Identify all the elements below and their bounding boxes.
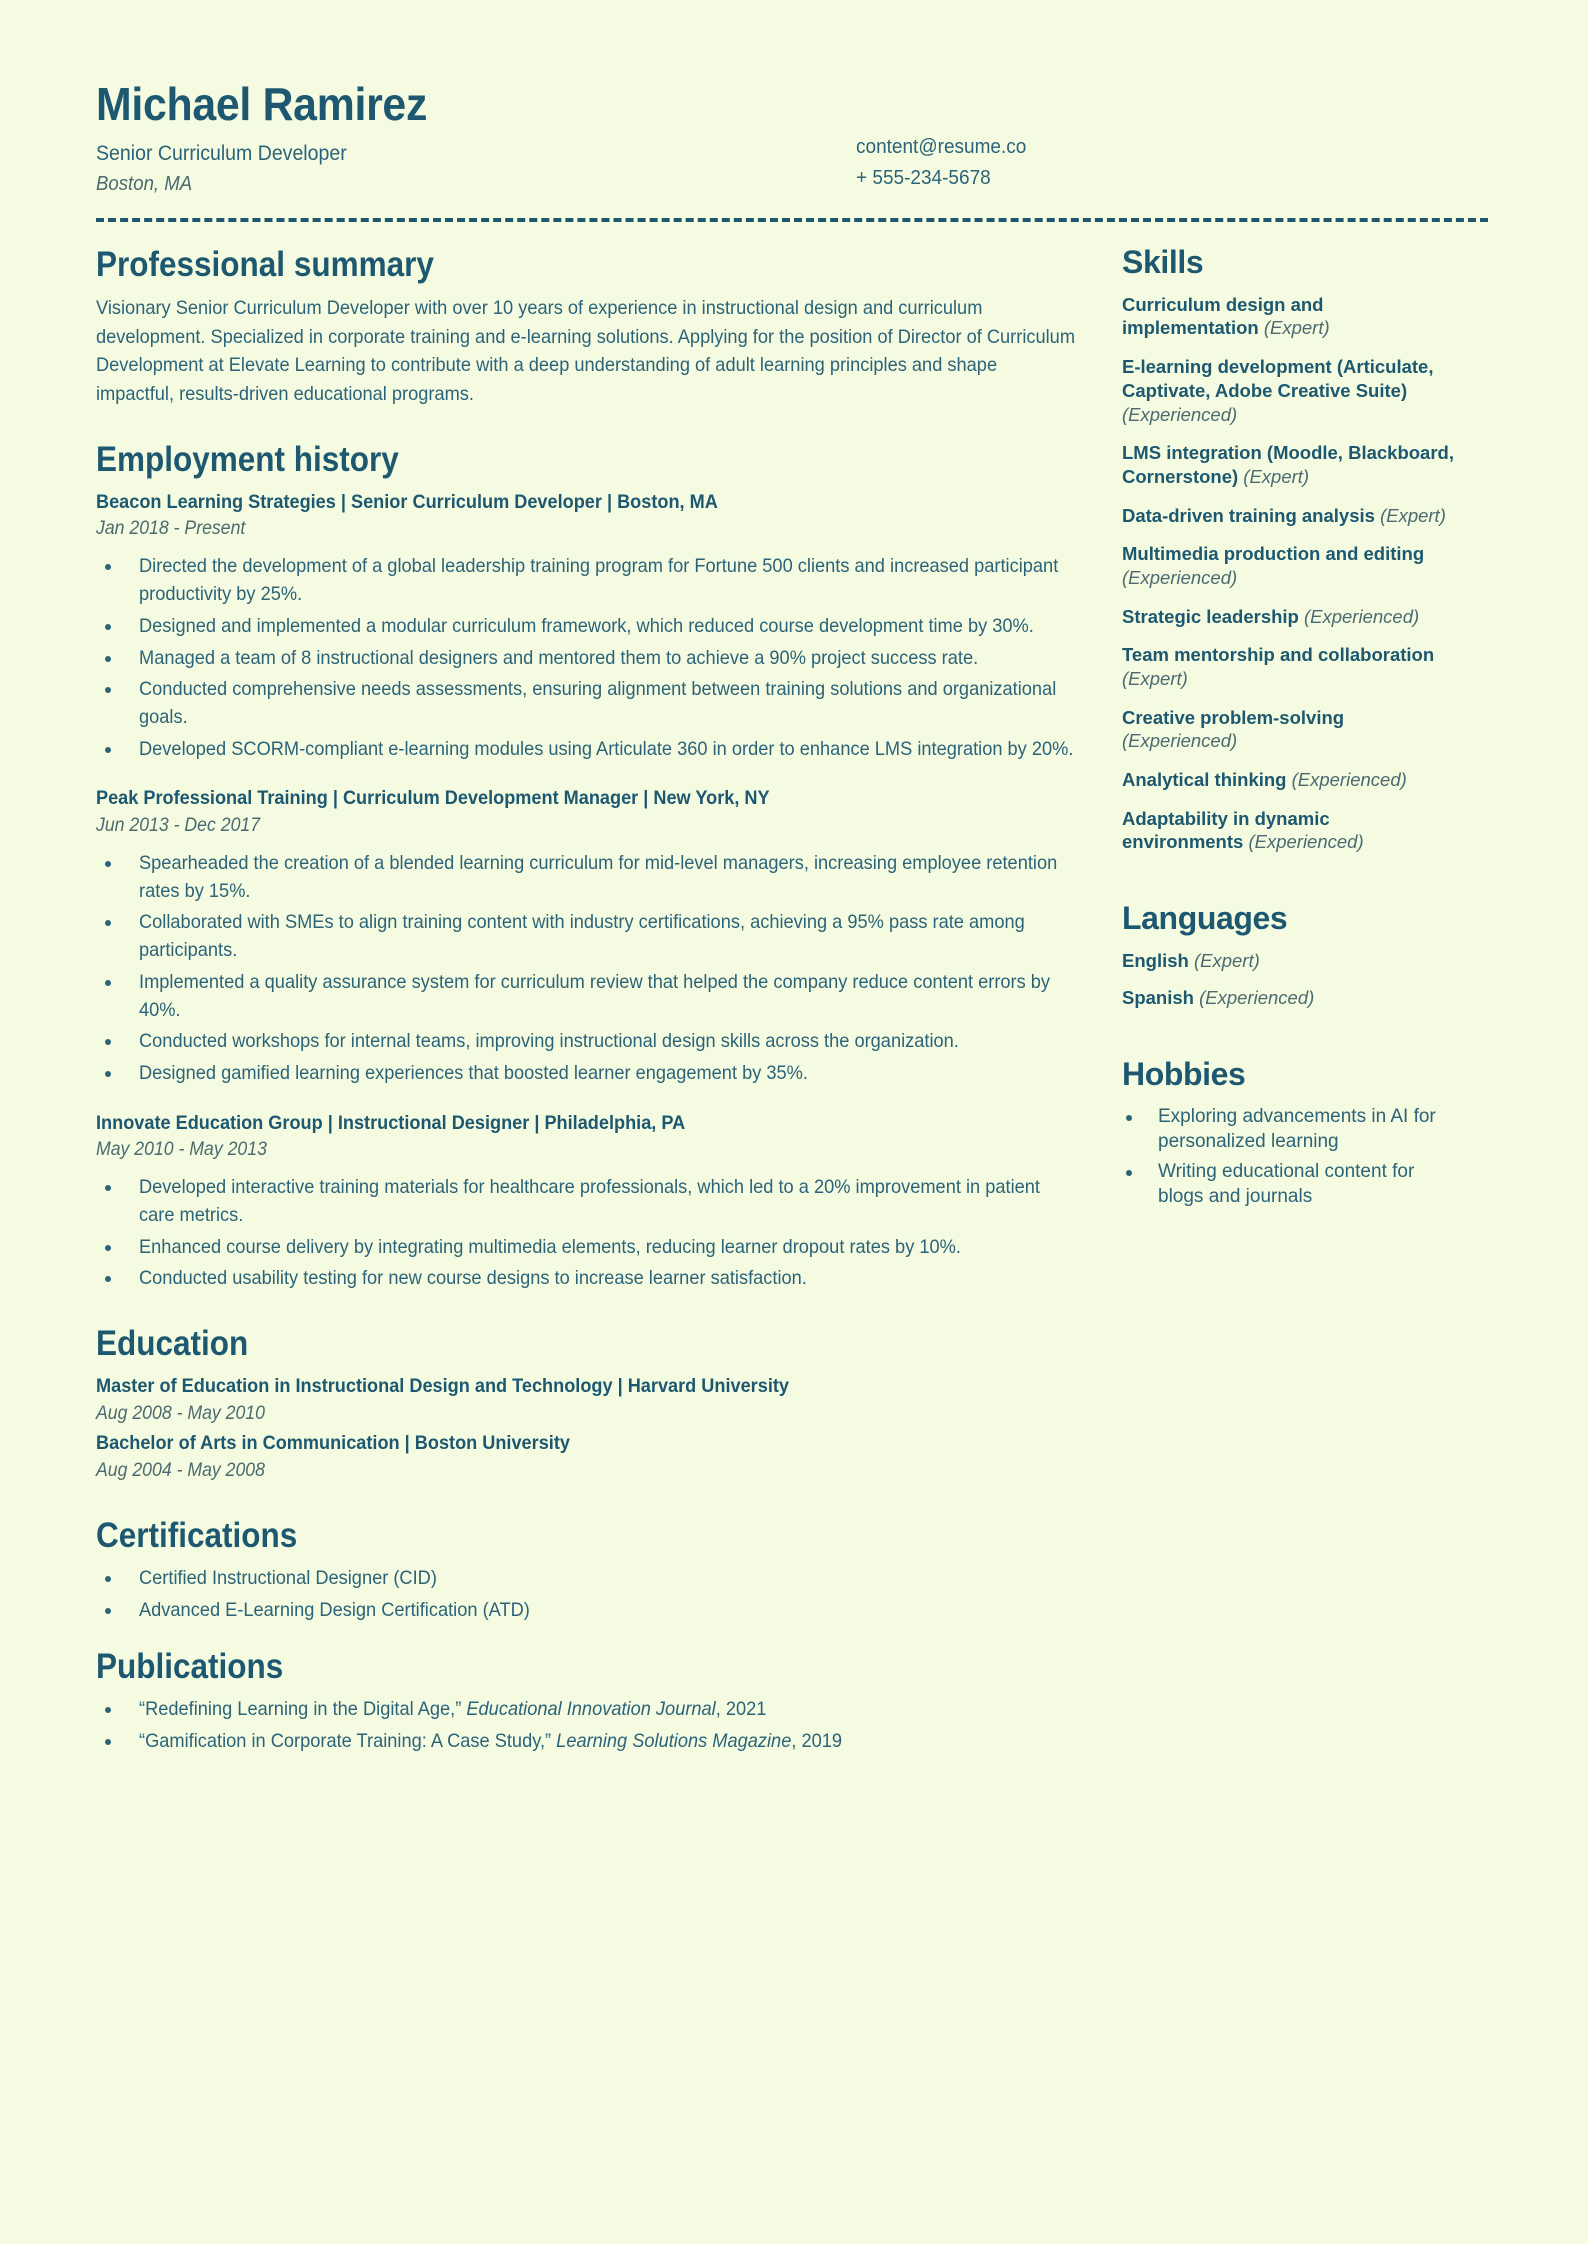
publication-venue: Learning Solutions Magazine (556, 1729, 792, 1752)
skill-level: (Expert) (1263, 317, 1330, 339)
employment-entry (96, 1110, 1076, 1294)
employment-entry-header: Innovate Education Group | Instructional Designer | Philadelphia, PA (96, 1111, 686, 1134)
publication-quoted-title: “Redefining Learning in the Digital Age,” (139, 1698, 462, 1721)
professional-summary-text: Visionary Senior Curriculum Developer with over 10 years of experience in instructional design and curriculum development. Specialized in corporate training and e-learning solutions. Applying for the position of Director of Curriculum Development at Elevate Learning to contribute with a deep understanding of adult learning principles and shape impactful, results-driven educational programs. (96, 297, 1076, 405)
bullet-text: Implemented a quality assurance system for curriculum review that helped the company reduce content errors by 40%. (139, 970, 1051, 1021)
skill-name: LMS integration (Moodle, Blackboard, Cornerstone) (1122, 442, 1454, 487)
skill-name: Strategic leadership (1122, 605, 1299, 627)
employment-entry-dates: May 2010 - May 2013 (96, 1138, 267, 1160)
education-dates: Aug 2004 - May 2008 (96, 1460, 265, 1482)
contact-phone[interactable]: + 555-234-5678 (856, 167, 991, 189)
skill-item (1122, 293, 1456, 340)
skill-level: (Expert) (1122, 667, 1188, 689)
skill-name: Curriculum design and implementation (1122, 293, 1324, 339)
education-entry (96, 1430, 1076, 1485)
language-level: (Expert) (1193, 949, 1260, 971)
section-title-certifications: Certifications (96, 1515, 298, 1555)
list-item (96, 1028, 1076, 1056)
education-dates: Aug 2008 - May 2010 (96, 1403, 265, 1425)
list-item (96, 613, 1076, 641)
certification-text: Certified Instructional Designer (CID) (139, 1566, 437, 1589)
candidate-name: Michael Ramirez (96, 78, 428, 130)
certification-text: Advanced E-Learning Design Certification (ATD) (139, 1598, 530, 1621)
employment-entry-dates: Jun 2013 - Dec 2017 (96, 814, 261, 836)
publication-quoted-title: “Gamification in Corporate Training: A Case Study,” (139, 1729, 552, 1752)
skill-name: Analytical thinking (1122, 768, 1287, 790)
employment-entry-dates: Jan 2018 - Present (96, 517, 246, 539)
skill-item (1122, 768, 1456, 792)
bullet-text: Conducted comprehensive needs assessments, ensuring alignment between training solutions and organizational goals. (139, 678, 1057, 728)
list-item (96, 1696, 1076, 1724)
skill-level: (Expert) (1380, 504, 1446, 526)
language-item (1122, 949, 1456, 973)
section-title-languages: Languages (1122, 899, 1288, 936)
education-list (96, 1373, 1076, 1485)
skill-item (1122, 605, 1456, 629)
list-item: Exploring advancements in AI for personalized learning (1122, 1105, 1456, 1154)
skill-level: (Experienced) (1122, 566, 1238, 588)
education-degree: Master of Education in Instructional Design and Technology | Harvard University (96, 1375, 789, 1398)
employment-entry-bullets (96, 1174, 1076, 1293)
list-item (96, 909, 1076, 964)
employment-entry-bullets (96, 553, 1076, 763)
list-item (96, 1060, 1076, 1088)
skill-name: Adaptability in dynamic environments (1122, 807, 1330, 853)
section-title-education: Education (96, 1324, 249, 1364)
section-title-summary: Professional summary (96, 245, 434, 285)
list-item (96, 553, 1076, 608)
education-degree: Bachelor of Arts in Communication | Boston University (96, 1431, 570, 1454)
publication-venue: Educational Innovation Journal (466, 1698, 716, 1721)
header-identity (96, 80, 856, 196)
skill-name: Data-driven training analysis (1122, 504, 1375, 526)
publication-text (139, 1728, 1076, 1756)
section-title-hobbies: Hobbies (1122, 1056, 1246, 1093)
skill-item (1122, 355, 1456, 426)
employment-entry-header: Peak Professional Training | Curriculum Development Manager | New York, NY (96, 787, 770, 810)
main-column (96, 244, 1106, 1778)
skill-level: (Experienced) (1122, 403, 1238, 425)
bullet-text: Designed and implemented a modular curriculum framework, which reduced course development time by 30%. (139, 614, 1034, 637)
employment-entry (96, 489, 1076, 764)
list-item (96, 850, 1076, 905)
skill-name: E-learning development (Articulate, Captivate, Adobe Creative Suite) (1122, 356, 1434, 401)
skill-level: (Experienced) (1303, 605, 1420, 627)
list-item (96, 1265, 1076, 1293)
publication-year: , 2019 (791, 1729, 843, 1752)
language-item (1122, 986, 1456, 1010)
skill-level: (Expert) (1243, 465, 1310, 487)
candidate-job-title: Senior Curriculum Developer (96, 141, 347, 165)
list-item (96, 645, 1076, 673)
list-item (96, 1234, 1076, 1262)
candidate-location: Boston, MA (96, 173, 193, 196)
language-name: English (1122, 949, 1189, 971)
section-title-skills: Skills (1122, 244, 1204, 281)
languages-list (1122, 949, 1456, 1010)
publication-year: , 2021 (715, 1698, 767, 1721)
skill-name: Creative problem-solving (1122, 706, 1345, 728)
skill-level: (Experienced) (1122, 730, 1238, 752)
education-entry (96, 1373, 1076, 1428)
list-item (96, 736, 1076, 764)
bullet-text: Designed gamified learning experiences that boosted learner engagement by 35%. (139, 1061, 808, 1084)
skill-item (1122, 706, 1456, 753)
list-item (96, 969, 1076, 1024)
certifications-list (96, 1565, 1076, 1624)
contact-email[interactable]: content@resume.co (856, 136, 1027, 158)
bullet-text: Collaborated with SMEs to align training content with industry certifications, achieving a 95% pass rate among participants. (139, 911, 1025, 962)
list-item (96, 1597, 1076, 1625)
resume-header (96, 60, 1488, 196)
employment-entry-bullets (96, 850, 1076, 1088)
language-name: Spanish (1122, 987, 1194, 1009)
skill-item (1122, 504, 1456, 528)
resume-body (96, 222, 1488, 1778)
bullet-text: Developed interactive training materials for healthcare professionals, which led to a 20% improvement in patient care metrics. (139, 1176, 1040, 1227)
skill-item (1122, 441, 1456, 488)
section-title-publications: Publications (96, 1647, 284, 1687)
list-item (96, 1565, 1076, 1593)
publications-list (96, 1696, 1076, 1755)
bullet-text: Conducted workshops for internal teams, improving instructional design skills across the organization. (139, 1030, 959, 1053)
sidebar-column (1106, 244, 1456, 1778)
publication-text (139, 1696, 1076, 1724)
list-item: Writing educational content for blogs and journals (1122, 1160, 1456, 1209)
list-item (96, 1174, 1076, 1229)
bullet-text: Managed a team of 8 instructional designers and mentored them to achieve a 90% project success rate. (139, 646, 979, 669)
employment-list (96, 489, 1076, 1294)
bullet-text: Developed SCORM-compliant e-learning modules using Articulate 360 in order to enhance LMS integration by 20%. (139, 737, 1074, 760)
list-item (96, 1728, 1076, 1756)
section-title-employment: Employment history (96, 439, 399, 479)
bullet-text: Directed the development of a global leadership training program for Fortune 500 clients and increased participant productivity by 25%. (139, 555, 1059, 606)
skills-list (1122, 293, 1456, 854)
hobbies-list (1122, 1105, 1456, 1210)
skill-item (1122, 807, 1456, 854)
bullet-text: Spearheaded the creation of a blended learning curriculum for mid-level managers, increasing employee retention rates by 15%. (139, 852, 1058, 902)
employment-entry-header: Beacon Learning Strategies | Senior Curriculum Developer | Boston, MA (96, 490, 718, 513)
skill-name: Multimedia production and editing (1122, 543, 1425, 565)
list-item (96, 676, 1076, 731)
skill-level: (Experienced) (1291, 768, 1407, 790)
header-contact (856, 80, 1035, 194)
skill-item (1122, 542, 1456, 589)
skill-name: Team mentorship and collaboration (1122, 644, 1435, 666)
language-level: (Experienced) (1199, 987, 1315, 1009)
bullet-text: Enhanced course delivery by integrating multimedia elements, reducing learner dropout rates by 10%. (139, 1235, 961, 1258)
employment-entry (96, 785, 1076, 1087)
bullet-text: Conducted usability testing for new course designs to increase learner satisfaction. (139, 1267, 807, 1290)
skill-level: (Experienced) (1248, 831, 1364, 853)
skill-item (1122, 643, 1456, 690)
